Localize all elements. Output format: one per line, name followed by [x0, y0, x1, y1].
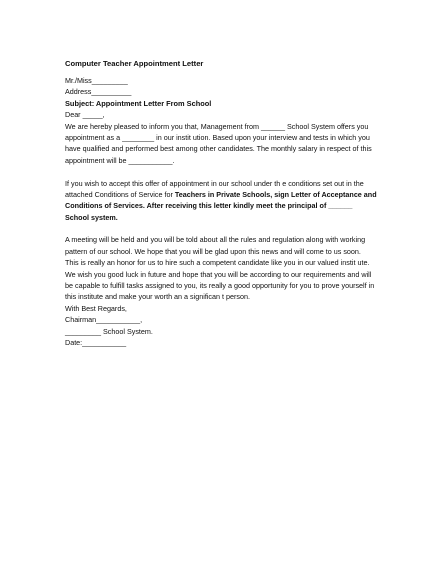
paragraph-meeting: [65, 234, 390, 302]
paragraph-line: appointment will be ___________.: [65, 155, 175, 165]
closing-block: [65, 303, 390, 349]
paragraph-text: attached Conditions of Service for: [65, 189, 175, 199]
paragraph-line: have qualified and performed best among other candidates. The monthly salary in respect of this: [65, 144, 372, 154]
closing-school: _________ School System.: [65, 326, 153, 336]
paragraph-line: If you wish to accept this offer of appointment in our school under th e conditions set out in the: [65, 178, 364, 188]
greeting-line: Dear _____,: [65, 110, 105, 120]
recipient-address-line: Address__________: [65, 87, 132, 97]
paragraph-line: A meeting will be held and you will be told about all the rules and regulation along with working: [65, 235, 366, 245]
recipient-name-line: Mr./Miss_________: [65, 76, 128, 85]
closing-regards: With Best Regards,: [65, 303, 127, 313]
page-title: Computer Teacher Appointment Letter: [65, 59, 204, 68]
letter-body: [65, 75, 390, 348]
paragraph-line: School system.: [65, 212, 118, 222]
subject-line: Subject: Appointment Letter From School: [65, 98, 212, 108]
paragraph-acceptance: [65, 178, 390, 224]
paragraph-line: be capable to fulfill tasks assigned to you, its really a good opportunity for you to prove yourself in: [65, 281, 375, 291]
paragraph-line: Conditions of Services. After receiving this letter kindly meet the principal of ______: [65, 201, 353, 211]
paragraph-line: We wish you good luck in future and hope that you will be according to our requirements and will: [65, 269, 372, 279]
paragraph-line: this institute and make your worth an a significan t person.: [65, 292, 250, 302]
closing-chairman: Chairman___________,: [65, 315, 143, 325]
paragraph-line: [65, 189, 390, 200]
closing-date: Date:___________: [65, 337, 127, 347]
paragraph-line: pattern of our school. We hope that you will be glad upon this news and will come to us soon.: [65, 246, 361, 256]
paragraph-offer: [65, 121, 390, 167]
paragraph-bold-text: Teachers in Private Schools, sign Letter of Acceptance and: [174, 189, 377, 199]
paragraph-line: This is really an honor for us to hire such a competent candidate like you in our valued instit ute.: [65, 258, 370, 268]
paragraph-line: We are hereby pleased to inform you that, Management from ______ School System offers you: [65, 121, 369, 131]
paragraph-line: appointment as a ________ in our instit ution. Based upon your interview and tests in which you: [65, 132, 370, 142]
